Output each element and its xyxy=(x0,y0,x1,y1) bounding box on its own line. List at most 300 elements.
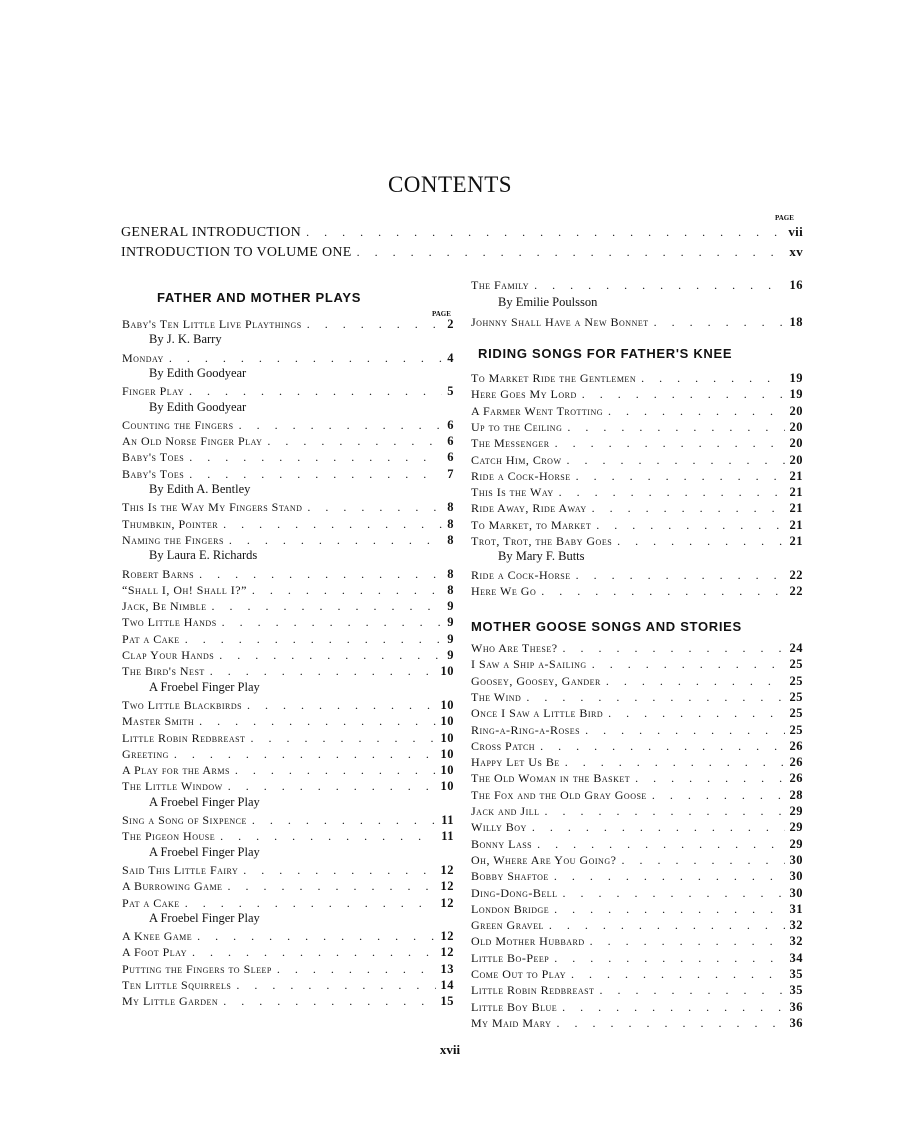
dot-leader xyxy=(585,723,784,738)
toc-entry-title: Finger Play xyxy=(122,384,184,399)
dot-leader xyxy=(185,896,436,911)
dot-leader xyxy=(571,967,784,982)
toc-entry-page: 18 xyxy=(789,315,803,329)
toc-entry-title: Clap Your Hands xyxy=(122,648,215,662)
toc-entry-title: Jack and Jill xyxy=(471,804,540,818)
dot-leader xyxy=(606,674,785,689)
toc-entry xyxy=(122,994,454,1009)
toc-entry-page: 29 xyxy=(789,804,803,818)
toc-entry-title: Ride Away, Ride Away xyxy=(471,501,587,516)
toc-entry-title: GENERAL INTRODUCTION xyxy=(121,225,302,240)
toc-entry xyxy=(471,371,803,386)
toc-entry-title: Bobby Shaftoe xyxy=(471,869,549,884)
toc-entry-title: Little Bo-Peep xyxy=(471,950,550,965)
dot-leader xyxy=(555,436,785,451)
toc-entry xyxy=(471,534,803,549)
toc-entry-title: Little Robin Redbreast xyxy=(122,730,246,745)
toc-entry-title: Willy Boy xyxy=(471,820,527,835)
toc-entry-title: A Farmer Went Trotting xyxy=(471,403,604,418)
toc-entry xyxy=(471,755,803,770)
toc-entry-title: Naming the Fingers xyxy=(122,532,224,547)
toc-entry-page: 19 xyxy=(789,371,803,385)
toc-entry-title: The Wind xyxy=(471,689,522,704)
dot-leader xyxy=(236,978,435,993)
toc-entry xyxy=(471,674,803,689)
toc-entry-page: 26 xyxy=(789,738,803,753)
toc-entry-page: 12 xyxy=(440,879,454,894)
toc-entry xyxy=(471,853,803,868)
toc-entry xyxy=(122,648,454,663)
toc-entry-page: 20 xyxy=(789,419,803,434)
toc-entry-title: Bonny Lass xyxy=(471,836,533,851)
toc-entry-page: xv xyxy=(789,244,803,259)
toc-entry-page: 21 xyxy=(789,468,803,483)
toc-entry-page: 22 xyxy=(789,567,803,582)
toc-entry xyxy=(122,583,454,598)
toc-entry xyxy=(471,869,803,884)
toc-entry-page: 10 xyxy=(440,730,454,745)
dot-leader xyxy=(223,517,442,532)
dot-leader xyxy=(563,886,785,901)
toc-entry-title: Little Boy Blue xyxy=(471,999,558,1014)
dot-leader xyxy=(169,351,442,366)
toc-entry xyxy=(122,467,454,482)
toc-entry xyxy=(122,962,454,977)
toc-entry-title: Goosey, Goosey, Gander xyxy=(471,673,601,688)
page-column-label: PAGE xyxy=(432,310,451,318)
dot-leader xyxy=(189,450,442,465)
toc-entry-title: Here We Go xyxy=(471,583,537,598)
toc-entry-page: 21 xyxy=(789,517,803,532)
toc-entry xyxy=(122,567,454,582)
dot-leader xyxy=(592,657,785,672)
dot-leader xyxy=(532,820,785,835)
dot-leader xyxy=(559,485,785,500)
toc-entry-page: 29 xyxy=(789,820,803,835)
dot-leader xyxy=(228,779,436,794)
toc-entry xyxy=(471,690,803,705)
toc-entry-author: By Edith Goodyear xyxy=(149,399,247,414)
toc-entry xyxy=(122,896,454,911)
toc-entry xyxy=(122,929,454,944)
toc-entry-page: 16 xyxy=(789,278,803,292)
toc-entry-page: 10 xyxy=(440,714,454,729)
toc-entry-page: 12 xyxy=(440,862,454,877)
toc-entry-title: Happy Let Us Be xyxy=(471,755,560,770)
dot-leader xyxy=(357,245,785,260)
dot-leader xyxy=(277,962,436,977)
toc-entry-title: A Play for the Arms xyxy=(122,763,230,778)
dot-leader xyxy=(243,863,435,878)
toc-entry-page: 21 xyxy=(789,534,803,548)
toc-entry-title: Thumbkin, Pointer xyxy=(122,516,219,531)
toc-entry-page: 4 xyxy=(447,350,454,365)
toc-entry-title: Green Gravel xyxy=(471,918,544,933)
toc-entry xyxy=(471,436,803,451)
toc-entry-page: 21 xyxy=(789,485,803,500)
toc-entry-page: 36 xyxy=(789,1015,803,1030)
toc-entry-page: 20 xyxy=(789,403,803,418)
dot-leader xyxy=(621,853,784,868)
toc-entry-page: 13 xyxy=(440,961,454,976)
toc-entry-title: Oh, Where Are You Going? xyxy=(471,852,617,867)
toc-entry xyxy=(471,886,803,901)
toc-entry-page: 30 xyxy=(789,852,803,867)
toc-entry xyxy=(471,723,803,738)
toc-entry xyxy=(122,351,454,366)
toc-entry-page: 11 xyxy=(441,813,454,827)
toc-entry xyxy=(122,384,454,399)
toc-entry-page: 29 xyxy=(789,836,803,851)
toc-entry xyxy=(471,934,803,949)
toc-entry xyxy=(471,420,803,435)
toc-entry-page: 25 xyxy=(789,673,803,688)
toc-entry-page: 10 xyxy=(440,746,454,761)
toc-entry xyxy=(122,779,454,794)
toc-entry-title: My Maid Mary xyxy=(471,1015,552,1030)
toc-entry-title: Baby's Ten Little Live Playthings xyxy=(122,317,302,331)
toc-entry-title: INTRODUCTION TO VOLUME ONE xyxy=(121,245,352,260)
toc-entry-page: 6 xyxy=(447,434,454,449)
dot-leader xyxy=(222,615,443,630)
dot-leader xyxy=(635,771,784,786)
dot-leader xyxy=(526,690,784,705)
toc-entry-title: Putting the Fingers to Sleep xyxy=(122,961,272,976)
dot-leader xyxy=(554,902,784,917)
toc-entry-title: Cross Patch xyxy=(471,738,536,753)
toc-entry xyxy=(471,657,803,672)
toc-entry-title: The Pigeon House xyxy=(122,829,216,844)
toc-entry xyxy=(122,978,454,993)
toc-entry-title: Pat a Cake xyxy=(122,895,180,910)
toc-entry xyxy=(471,568,803,583)
toc-entry xyxy=(122,517,454,532)
toc-entry xyxy=(122,434,454,449)
toc-entry xyxy=(471,485,803,500)
toc-entry-page: 25 xyxy=(789,706,803,721)
toc-entry-title: Trot, Trot, the Baby Goes xyxy=(471,534,613,548)
dot-leader xyxy=(247,698,435,713)
toc-entry-title: The Messenger xyxy=(471,436,550,451)
toc-entry-title: My Little Garden xyxy=(122,994,219,1009)
toc-entry xyxy=(471,501,803,516)
toc-entry-title: London Bridge xyxy=(471,901,550,916)
dot-leader xyxy=(554,869,785,884)
toc-entry-title: An Old Norse Finger Play xyxy=(122,434,263,449)
toc-entry-page: 25 xyxy=(789,689,803,704)
toc-entry-title: This Is the Way xyxy=(471,485,554,500)
toc-entry-page: 22 xyxy=(789,583,803,598)
dot-leader xyxy=(567,453,785,468)
toc-entry-title: To Market Ride the Gentlemen xyxy=(471,371,637,385)
toc-entry xyxy=(471,706,803,721)
toc-entry xyxy=(122,418,454,433)
dot-leader xyxy=(596,518,784,533)
toc-entry-author: A Froebel Finger Play xyxy=(149,679,260,694)
toc-entry-page: 30 xyxy=(789,869,803,884)
toc-entry-page: 20 xyxy=(789,436,803,451)
dot-leader xyxy=(554,951,784,966)
toc-entry-page: 35 xyxy=(789,967,803,981)
toc-entry xyxy=(471,739,803,754)
toc-entry-title: I Saw a Ship a-Sailing xyxy=(471,657,587,672)
toc-entry xyxy=(122,317,454,332)
dot-leader xyxy=(590,934,785,949)
dot-leader xyxy=(641,371,784,386)
toc-entry xyxy=(122,599,454,614)
dot-leader xyxy=(608,404,784,419)
toc-entry xyxy=(122,763,454,778)
toc-entry-author: By J. K. Barry xyxy=(149,332,222,347)
toc-entry-page: 15 xyxy=(440,994,454,1009)
toc-entry xyxy=(122,615,454,630)
section-heading-mother-goose: MOTHER GOOSE SONGS AND STORIES xyxy=(471,619,742,634)
toc-entry-page: 10 xyxy=(440,779,454,794)
dot-leader xyxy=(307,500,442,515)
toc-entry xyxy=(122,731,454,746)
toc-entry xyxy=(471,469,803,484)
toc-entry-author: By Edith Goodyear xyxy=(149,365,247,380)
dot-leader xyxy=(235,763,436,778)
section-heading-father-mother-plays: FATHER AND MOTHER PLAYS xyxy=(157,290,362,305)
toc-entry-page: 6 xyxy=(447,417,454,432)
toc-entry-page: 8 xyxy=(447,532,454,547)
toc-entry-title: Two Little Blackbirds xyxy=(122,697,243,712)
dot-leader xyxy=(537,837,784,852)
page-column-label: PAGE xyxy=(775,214,794,222)
toc-entry xyxy=(122,500,454,515)
dot-leader xyxy=(534,278,784,293)
dot-leader xyxy=(576,568,785,583)
toc-entry-page: 12 xyxy=(440,945,454,960)
dot-leader xyxy=(227,879,435,894)
toc-entry xyxy=(122,533,454,548)
toc-entry xyxy=(471,837,803,852)
dot-leader xyxy=(250,731,435,746)
toc-entry-author: A Froebel Finger Play xyxy=(149,910,260,925)
dot-leader xyxy=(174,747,436,762)
toc-entry-author: By Edith A. Bentley xyxy=(149,482,251,496)
toc-entry xyxy=(122,829,454,844)
toc-entry-page: 7 xyxy=(447,466,454,481)
dot-leader xyxy=(252,813,436,828)
toc-entry-page: 25 xyxy=(789,657,803,672)
section-heading-riding-songs: RIDING SONGS FOR FATHER'S KNEE xyxy=(478,346,733,361)
page-number: xvii xyxy=(439,1042,461,1057)
toc-entry-page: 12 xyxy=(440,929,454,944)
toc-entry xyxy=(471,278,803,293)
toc-entry-page: 31 xyxy=(789,901,803,916)
dot-leader xyxy=(185,632,443,647)
dot-leader xyxy=(545,804,785,819)
toc-entry-page: 2 xyxy=(447,317,454,331)
toc-entry-page: 8 xyxy=(447,516,454,531)
dot-leader xyxy=(219,648,442,663)
dot-leader xyxy=(556,1016,784,1031)
dot-leader xyxy=(189,467,442,482)
dot-leader xyxy=(576,469,785,484)
toc-entry xyxy=(122,664,454,679)
toc-entry-title: Here Goes My Lord xyxy=(471,387,577,402)
dot-leader xyxy=(541,584,784,599)
dot-leader xyxy=(220,829,436,844)
toc-entry-title: This Is the Way My Fingers Stand xyxy=(122,500,303,515)
toc-entry-page: 26 xyxy=(789,771,803,786)
toc-entry xyxy=(122,863,454,878)
toc-entry-page: 6 xyxy=(447,450,454,465)
dot-leader xyxy=(540,739,784,754)
dot-leader xyxy=(617,534,784,549)
toc-entry-author: A Froebel Finger Play xyxy=(149,844,260,859)
toc-entry-page: 11 xyxy=(441,829,454,844)
toc-entry-page: 32 xyxy=(789,934,803,949)
toc-entry-title: Catch Him, Crow xyxy=(471,452,562,467)
toc-entry-page: 5 xyxy=(447,384,454,399)
toc-entry-author: By Mary F. Butts xyxy=(498,549,585,564)
dot-leader xyxy=(239,418,443,433)
dot-leader xyxy=(562,1000,784,1015)
toc-entry xyxy=(471,788,803,803)
toc-entry-page: 9 xyxy=(447,648,454,662)
toc-entry-title: The Family xyxy=(471,278,530,292)
toc-entry-title: Ring-a-Ring-a-Roses xyxy=(471,722,581,737)
toc-entry-page: 24 xyxy=(789,641,803,655)
toc-entry-page: 21 xyxy=(789,501,803,516)
toc-entry-title: Said This Little Fairy xyxy=(122,862,239,877)
toc-entry-page: 8 xyxy=(447,582,454,597)
intro-row xyxy=(121,224,803,241)
toc-entry-title: The Old Woman in the Basket xyxy=(471,771,631,786)
dot-leader xyxy=(599,983,784,998)
toc-entry-title: To Market, to Market xyxy=(471,517,592,532)
toc-entry-page: 26 xyxy=(789,755,803,770)
dot-leader xyxy=(592,501,785,516)
toc-entry-title: A Knee Game xyxy=(122,929,193,944)
toc-entry xyxy=(122,879,454,894)
dot-leader xyxy=(223,994,435,1009)
dot-leader xyxy=(307,317,443,332)
toc-entry-title: Ding-Dong-Bell xyxy=(471,885,558,900)
toc-entry-title: Ten Little Squirrels xyxy=(122,978,232,992)
dot-leader xyxy=(199,567,442,582)
toc-entry-title: Who Are These? xyxy=(471,641,558,655)
toc-entry xyxy=(471,584,803,599)
toc-entry xyxy=(122,813,454,828)
dot-leader xyxy=(189,384,442,399)
toc-entry-title: Pat a Cake xyxy=(122,631,180,646)
toc-entry-title: Master Smith xyxy=(122,714,195,729)
toc-entry-author: By Laura E. Richards xyxy=(149,548,258,563)
toc-entry xyxy=(122,450,454,465)
toc-entry-page: 9 xyxy=(447,631,454,646)
toc-entry-page: 10 xyxy=(440,664,454,679)
toc-entry-title: Monday xyxy=(122,350,164,365)
toc-entry xyxy=(471,518,803,533)
toc-entry xyxy=(471,918,803,933)
toc-entry-title: The Fox and the Old Gray Goose xyxy=(471,787,647,802)
dot-leader xyxy=(252,583,442,598)
toc-entry-title: Old Mother Hubbard xyxy=(471,934,585,949)
toc-entry-page: 8 xyxy=(447,500,454,515)
toc-entry-title: A Foot Play xyxy=(122,945,187,960)
toc-entry xyxy=(471,771,803,786)
dot-leader xyxy=(549,918,785,933)
toc-entry xyxy=(471,641,803,656)
toc-entry xyxy=(122,632,454,647)
toc-entry xyxy=(471,1000,803,1015)
toc-entry-page: 9 xyxy=(447,599,454,614)
toc-entry-author: A Froebel Finger Play xyxy=(149,794,260,809)
toc-entry xyxy=(471,967,803,982)
toc-entry-title: “Shall I, Oh! Shall I?” xyxy=(122,582,247,597)
toc-entry xyxy=(471,951,803,966)
dot-leader xyxy=(212,599,443,614)
toc-entry-author: By Emilie Poulsson xyxy=(498,295,598,309)
toc-entry xyxy=(471,902,803,917)
toc-entry-title: Jack, Be Nimble xyxy=(122,599,207,614)
toc-entry-page: 30 xyxy=(789,885,803,900)
toc-entry-page: 10 xyxy=(440,697,454,712)
toc-entry-page: 8 xyxy=(447,566,454,581)
intro-row xyxy=(121,244,803,261)
toc-entry xyxy=(471,315,803,330)
toc-entry-title: Greeting xyxy=(122,746,169,761)
toc-entry-title: A Burrowing Game xyxy=(122,879,223,894)
dot-leader xyxy=(582,387,785,402)
toc-entry-title: Sing a Song of Sixpence xyxy=(122,813,247,827)
dot-leader xyxy=(652,788,785,803)
toc-entry xyxy=(471,1016,803,1031)
toc-entry-page: 32 xyxy=(789,918,803,933)
dot-leader xyxy=(608,706,784,721)
dot-leader xyxy=(197,929,435,944)
toc-entry-title: Baby's Toes xyxy=(122,450,185,465)
toc-entry xyxy=(471,820,803,835)
dot-leader xyxy=(192,945,436,960)
toc-entry-title: Ride a Cock-Horse xyxy=(471,567,571,582)
toc-entry-page: 25 xyxy=(789,722,803,737)
toc-entry xyxy=(471,404,803,419)
toc-entry xyxy=(471,387,803,402)
toc-entry-page: 19 xyxy=(789,387,803,402)
toc-entry-page: 10 xyxy=(440,763,454,778)
toc-entry xyxy=(122,945,454,960)
dot-leader xyxy=(565,755,785,770)
toc-entry xyxy=(471,453,803,468)
toc-entry xyxy=(122,714,454,729)
toc-entry-title: Ride a Cock-Horse xyxy=(471,468,571,483)
toc-entry-title: Baby's Toes xyxy=(122,466,185,481)
toc-entry-title: Little Robin Redbreast xyxy=(471,983,595,998)
toc-entry xyxy=(471,804,803,819)
toc-entry-title: Counting the Fingers xyxy=(122,417,234,432)
dot-leader xyxy=(306,225,783,240)
dot-leader xyxy=(563,641,785,656)
toc-entry-title: Two Little Hands xyxy=(122,615,217,630)
toc-entry xyxy=(122,698,454,713)
toc-entry-page: 36 xyxy=(789,999,803,1014)
toc-entry-page: 12 xyxy=(440,895,454,910)
dot-leader xyxy=(199,714,435,729)
dot-leader xyxy=(654,315,785,330)
toc-entry-title: Up to the Ceiling xyxy=(471,419,563,434)
toc-entry-page: 9 xyxy=(447,615,454,630)
toc-entry-page: 20 xyxy=(789,452,803,467)
toc-entry-page: 28 xyxy=(789,787,803,802)
toc-entry-title: Once I Saw a Little Bird xyxy=(471,706,604,721)
toc-entry-title: Come Out to Play xyxy=(471,967,567,981)
dot-leader xyxy=(567,420,784,435)
